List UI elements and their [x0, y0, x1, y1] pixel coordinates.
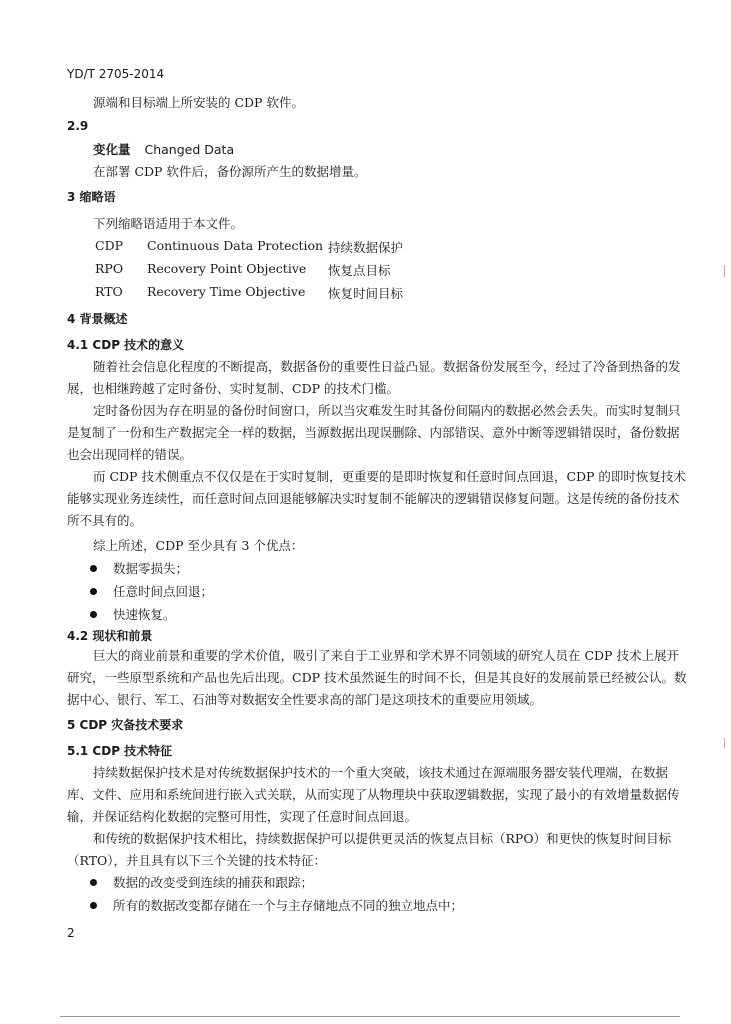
page-number: 2 [67, 926, 75, 940]
section-4-2-title: 4.2 现状和前景 [67, 629, 153, 643]
abbr-full: Recovery Point Objective [147, 261, 307, 276]
paragraph: 综上所述，CDP 至少具有 3 个优点： [93, 538, 304, 553]
list-item: 任意时间点回退； [90, 582, 213, 600]
abbr-cn: 恢复点目标 [328, 263, 391, 278]
scan-mark [724, 738, 725, 748]
term-en: Changed Data [144, 142, 235, 157]
section-4-title: 4 背景概述 [67, 312, 128, 326]
paragraph: 持续数据保护技术是对传统数据保护技术的一个重大突破，该技术通过在源端服务器安装代理端，在数据库、文件、应用和系统间进行嵌入式关联，从而实现了从物理块中获取逻辑数据，实现了最小的有效增量数据传输，并保证结构化数据的完整可用性，实现了任意时间点回退。 [67, 765, 680, 824]
term-cn: 变化量 [93, 142, 131, 157]
list-item: 所有的数据改变都存储在一个与主存储地点不同的独立地点中； [90, 896, 463, 914]
bullet-icon [90, 902, 97, 909]
scan-mark [724, 265, 725, 277]
abbr: RPO [95, 261, 124, 276]
term-definition: 在部署 CDP 软件后，备份源所产生的数据增量。 [93, 164, 367, 179]
section-5-1-title: 5.1 CDP 技术特征 [67, 744, 173, 758]
list-item: 快速恢复。 [90, 605, 176, 623]
paragraph: 巨大的商业前景和重要的学术价值，吸引了来自于工业界和学术界不同领域的研究人员在 CDP 技术上展开研究，一些原型系统和产品也先后出现。CDP 技术虽然诞生的时间不长，但是其良好的发展前景已经被公认。数据中心、银行、军工、石油等对数据安全性要求高的部门是这项技术的重要应用领域。 [67, 648, 687, 707]
abbr-full: Continuous Data Protection [147, 238, 324, 253]
abbr-cn: 恢复时间目标 [328, 286, 404, 301]
list-item: 数据零损失； [90, 559, 188, 577]
term-heading [93, 140, 234, 158]
bottom-rule [60, 1016, 680, 1017]
term-number: 2.9 [67, 119, 89, 133]
continuation-line: 源端和目标端上所安装的 CDP 软件。 [93, 95, 304, 110]
bullet-icon [90, 588, 97, 595]
paragraph: 和传统的数据保护技术相比，持续数据保护可以提供更灵活的恢复点目标（RPO）和更快的恢复时间目标（RTO），并且具有以下三个关键的技术特征： [67, 831, 672, 868]
bullet-icon [90, 611, 97, 618]
abbr-full: Recovery Time Objective [147, 284, 306, 299]
abbr-cn: 持续数据保护 [328, 240, 404, 255]
abbr: CDP [95, 238, 123, 253]
section-3-intro: 下列缩略语适用于本文件。 [93, 216, 244, 231]
paragraph: 定时备份因为存在明显的备份时间窗口，所以当灾难发生时其备份间隔内的数据必然会丢失。而实时复制只是复制了一份和生产数据完全一样的数据，当源数据出现误删除、内部错误、意外中断等逻辑错误时，备份数据也会出现同样的错误。 [67, 403, 681, 462]
abbr: RTO [95, 284, 123, 299]
list-item: 数据的改变受到连续的捕获和跟踪； [90, 873, 313, 891]
paragraph: 随着社会信息化程度的不断提高，数据备份的重要性日益凸显。数据备份发展至今，经过了冷备到热备的发展，也相继跨越了定时备份、实时复制、CDP 的技术门槛。 [67, 359, 681, 396]
section-3-title: 3 缩略语 [67, 190, 116, 204]
section-5-title: 5 CDP 灾备技术要求 [67, 718, 184, 732]
section-4-1-title: 4.1 CDP 技术的意义 [67, 338, 185, 352]
paragraph: 而 CDP 技术侧重点不仅仅是在于实时复制，更重要的是即时恢复和任意时间点回退，CDP 的即时恢复技术能够实现业务连续性，而任意时间点回退能够解决实时复制不能解决的逻辑错误修复问题。这是传统的备份技术所不具有的。 [67, 469, 686, 528]
bullet-icon [90, 879, 97, 886]
bullet-icon [90, 565, 97, 572]
document-id: YD/T 2705-2014 [67, 67, 165, 81]
